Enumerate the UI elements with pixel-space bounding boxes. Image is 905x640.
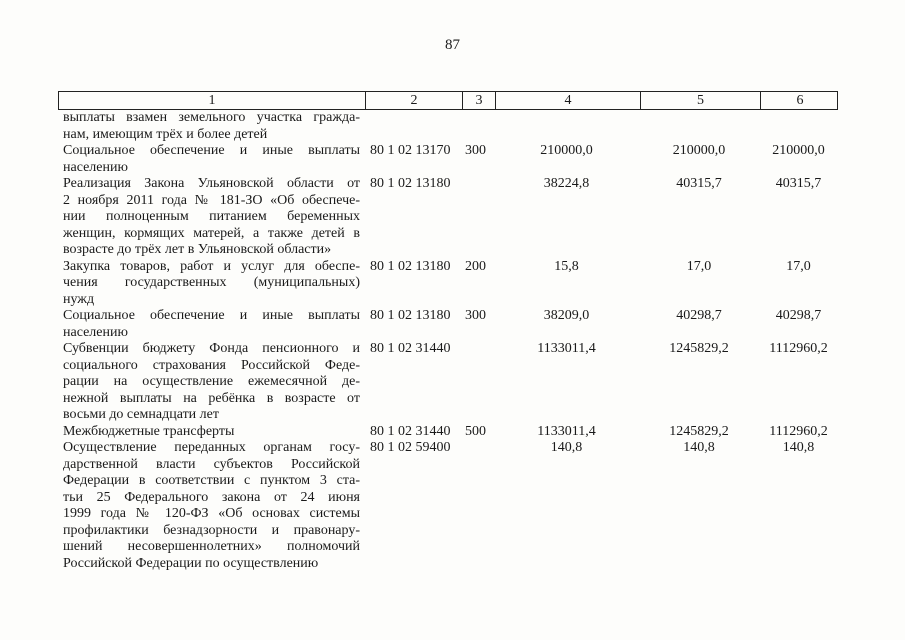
description-line: Осуществление переданных органам госу- bbox=[63, 440, 360, 455]
header-cell-2: 2 bbox=[365, 92, 462, 109]
row-value-col4: 140,8 bbox=[550, 440, 583, 455]
row-description bbox=[58, 308, 364, 341]
table-row bbox=[58, 341, 838, 424]
description-line: тьи 25 Федерального закона от 24 июня bbox=[63, 489, 360, 505]
header-cell-4: 4 bbox=[495, 92, 640, 109]
table-row bbox=[58, 143, 838, 176]
row-value-col5: 140,8 bbox=[683, 440, 715, 455]
row-value-col4: 1133011,4 bbox=[537, 341, 596, 356]
description-line: нам, имеющим трёх и более детей bbox=[63, 126, 268, 142]
row-value-col5: 40298,7 bbox=[676, 308, 722, 323]
description-line: возрасте до трёх лет в Ульяновской области» bbox=[63, 242, 332, 257]
description-line: женщин, кормящих матерей, а также детей в bbox=[63, 225, 360, 241]
description-line: выплаты взамен земельного участка гражда- bbox=[63, 110, 360, 125]
table-header-row bbox=[58, 91, 838, 110]
table-row bbox=[58, 440, 838, 572]
row-value-col6: 1112960,2 bbox=[769, 341, 828, 356]
page-number: 87 bbox=[445, 37, 460, 53]
row-expense-type: 300 bbox=[465, 308, 486, 323]
row-value-col6: 17,0 bbox=[786, 258, 811, 274]
row-value-col5: 1245829,2 bbox=[669, 341, 729, 356]
row-code: 80 1 02 31440 bbox=[370, 341, 451, 356]
header-cell-3: 3 bbox=[462, 92, 495, 109]
description-line: дарственной власти субъектов Российской bbox=[63, 456, 360, 472]
header-cell-6: 6 bbox=[760, 92, 839, 109]
description-line: чения государственных (муниципальных) bbox=[63, 275, 360, 290]
table-body bbox=[58, 110, 838, 572]
row-value-col5: 40315,7 bbox=[676, 176, 722, 191]
row-value-col6 bbox=[759, 110, 838, 143]
description-line: нужд bbox=[63, 291, 95, 307]
row-code: 80 1 02 13180 bbox=[370, 308, 451, 323]
row-value-col5 bbox=[639, 110, 759, 143]
row-expense-type bbox=[461, 176, 494, 259]
row-value-col4: 38209,0 bbox=[543, 308, 590, 323]
description-line: нежной выплаты на ребёнка в возрасте от bbox=[63, 390, 360, 406]
table-row bbox=[58, 110, 838, 143]
description-line: Социальное обеспечение и иные выплаты bbox=[63, 143, 360, 158]
row-expense-type: 300 bbox=[465, 143, 486, 158]
header-cell-5: 5 bbox=[640, 92, 760, 109]
description-line: нии полноценным питанием беременных bbox=[63, 209, 360, 224]
row-code: 80 1 02 31440 bbox=[370, 423, 451, 439]
budget-table bbox=[58, 91, 838, 572]
description-line: Социальное обеспечение и иные выплаты bbox=[63, 308, 360, 323]
description-line: Федерации в соответствии с пунктом 3 ста- bbox=[63, 473, 360, 488]
description-line: Субвенции бюджету Фонда пенсионного и bbox=[63, 341, 360, 356]
row-code: 80 1 02 13170 bbox=[370, 143, 451, 158]
row-expense-type bbox=[461, 110, 494, 143]
row-value-col5: 1245829,2 bbox=[669, 423, 729, 439]
row-value-col6: 40315,7 bbox=[775, 176, 822, 191]
description-line: населению bbox=[63, 324, 128, 340]
row-value-col5: 210000,0 bbox=[672, 143, 726, 158]
description-line: Реализация Закона Ульяновской области от bbox=[63, 176, 360, 191]
description-line: восьми до семнадцати лет bbox=[63, 407, 219, 422]
row-description bbox=[58, 440, 364, 572]
row-code: 80 1 02 59400 bbox=[370, 440, 451, 455]
row-code: 80 1 02 13180 bbox=[370, 258, 451, 274]
row-description bbox=[58, 110, 364, 143]
row-description bbox=[58, 259, 364, 309]
row-code bbox=[364, 110, 461, 143]
description-line: профилактики безнадзорности и правонару- bbox=[63, 522, 360, 538]
row-expense-type bbox=[461, 440, 494, 572]
description-line: Российской Федерации по осуществлению bbox=[63, 555, 319, 571]
row-value-col6: 1112960,2 bbox=[769, 423, 828, 439]
row-description bbox=[58, 143, 364, 176]
row-code: 80 1 02 13180 bbox=[370, 176, 451, 191]
row-value-col4: 38224,8 bbox=[543, 176, 590, 191]
table-row bbox=[58, 308, 838, 341]
row-value-col4 bbox=[494, 110, 639, 143]
description-line: Закупка товаров, работ и услуг для обеспе- bbox=[63, 258, 360, 274]
row-value-col6: 140,8 bbox=[782, 440, 815, 455]
description-line: социального страхования Российской Феде- bbox=[63, 357, 360, 373]
description-line: 1999 года № 120-ФЗ «Об основах системы bbox=[63, 506, 360, 521]
row-expense-type bbox=[461, 341, 494, 424]
row-expense-type: 500 bbox=[465, 423, 486, 439]
row-description bbox=[58, 424, 364, 441]
row-description bbox=[58, 341, 364, 424]
row-value-col4: 1133011,4 bbox=[537, 423, 596, 439]
description-line: Межбюджетные трансферты bbox=[63, 423, 235, 439]
row-value-col4: 15,8 bbox=[554, 258, 579, 274]
description-line: 2 ноября 2011 года № 181-ЗО «Об обеспече- bbox=[63, 192, 360, 208]
table-row bbox=[58, 259, 838, 309]
description-line: населению bbox=[63, 159, 128, 175]
description-line: рации на осуществление ежемесячной де- bbox=[63, 374, 360, 389]
row-value-col4: 210000,0 bbox=[540, 143, 593, 158]
table-row bbox=[58, 176, 838, 259]
row-description bbox=[58, 176, 364, 259]
row-value-col5: 17,0 bbox=[686, 258, 712, 274]
table-row bbox=[58, 424, 838, 441]
row-value-col6: 210000,0 bbox=[772, 143, 825, 158]
description-line: шений несовершеннолетних» полномочий bbox=[63, 539, 360, 554]
header-cell-1: 1 bbox=[208, 93, 216, 108]
row-value-col6: 40298,7 bbox=[775, 308, 822, 323]
row-expense-type: 200 bbox=[465, 258, 486, 274]
